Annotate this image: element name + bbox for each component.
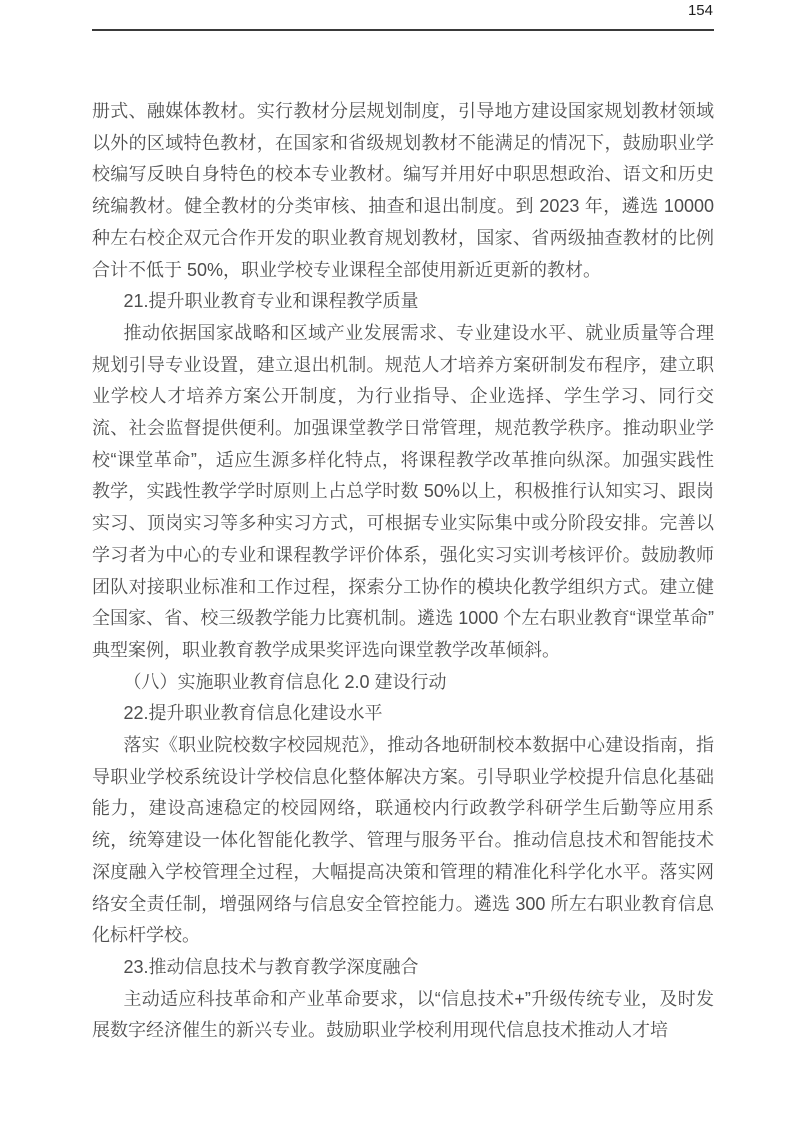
heading-paragraph: （八）实施职业教育信息化 2.0 建设行动 [123, 671, 447, 692]
header-divider [92, 29, 714, 31]
heading-paragraph: 22.提升职业教育信息化建设水平 [123, 703, 383, 724]
body-paragraph: 推动依据国家战略和区域产业发展需求、专业建设水平、就业质量等合理规划引导专业设置，建立退出机制。规范人才培养方案研制发布程序，建立职业学校人才培养方案公开制度，为行业指导、企业选择、学生学习、同行交流、社会监督提供便利。加强课堂教学日常管理，规范教学秩序。推动职业学校“课堂革命”，适应生源多样化特点，将课程教学改革推向纵深。加强实践性教学，实践性教学学时原则上占总学时数 50%以上，积极推行认知实习、跟岗实习、顶岗实习等多种实习方式，可根据专业实际集中或分阶段安排。完善以学习者为中心的专业和课程教学评价体系，强化实习实训考核评价。鼓励教师团队对接职业标准和工作过程，探索分工协作的模块化教学组织方式。建立健全国家、省、校三级教学能力比赛机制。遴选 1000 个左右职业教育“课堂革命”典型案例，职业教育教学成果奖评选向课堂教学改革倾斜。 [92, 322, 714, 660]
page-number: 154 [687, 2, 713, 19]
document-body [92, 96, 714, 1047]
body-paragraph: 册式、融媒体教材。实行教材分层规划制度，引导地方建设国家规划教材领域以外的区域特色教材，在国家和省级规划教材不能满足的情况下，鼓励职业学校编写反映自身特色的校本专业教材。编写并用好中职思想政治、语文和历史统编教材。健全教材的分类审核、抽查和退出制度。到 2023 年，遴选 10000 种左右校企双元合作开发的职业教育规划教材，国家、省两级抽查教材的比例合计不低于 50%，职业学校专业课程全部使用新近更新的教材。 [92, 101, 714, 280]
heading-paragraph: 21.提升职业教育专业和课程教学质量 [123, 291, 419, 312]
body-paragraph: 主动适应科技革命和产业革命要求，以“信息技术+”升级传统专业，及时发展数字经济催生的新兴专业。鼓励职业学校利用现代信息技术推动人才培 [92, 988, 714, 1041]
heading-paragraph: 23.推动信息技术与教育教学深度融合 [123, 956, 419, 977]
body-paragraph: 落实《职业院校数字校园规范》，推动各地研制校本数据中心建设指南，指导职业学校系统设计学校信息化整体解决方案。引导职业学校提升信息化基础能力，建设高速稳定的校园网络，联通校内行政教学科研学生后勤等应用系统，统筹建设一体化智能化教学、管理与服务平台。推动信息技术和智能技术深度融入学校管理全过程，大幅提高决策和管理的精准化科学化水平。落实网络安全责任制，增强网络与信息安全管控能力。遴选 300 所左右职业教育信息化标杆学校。 [92, 735, 714, 946]
